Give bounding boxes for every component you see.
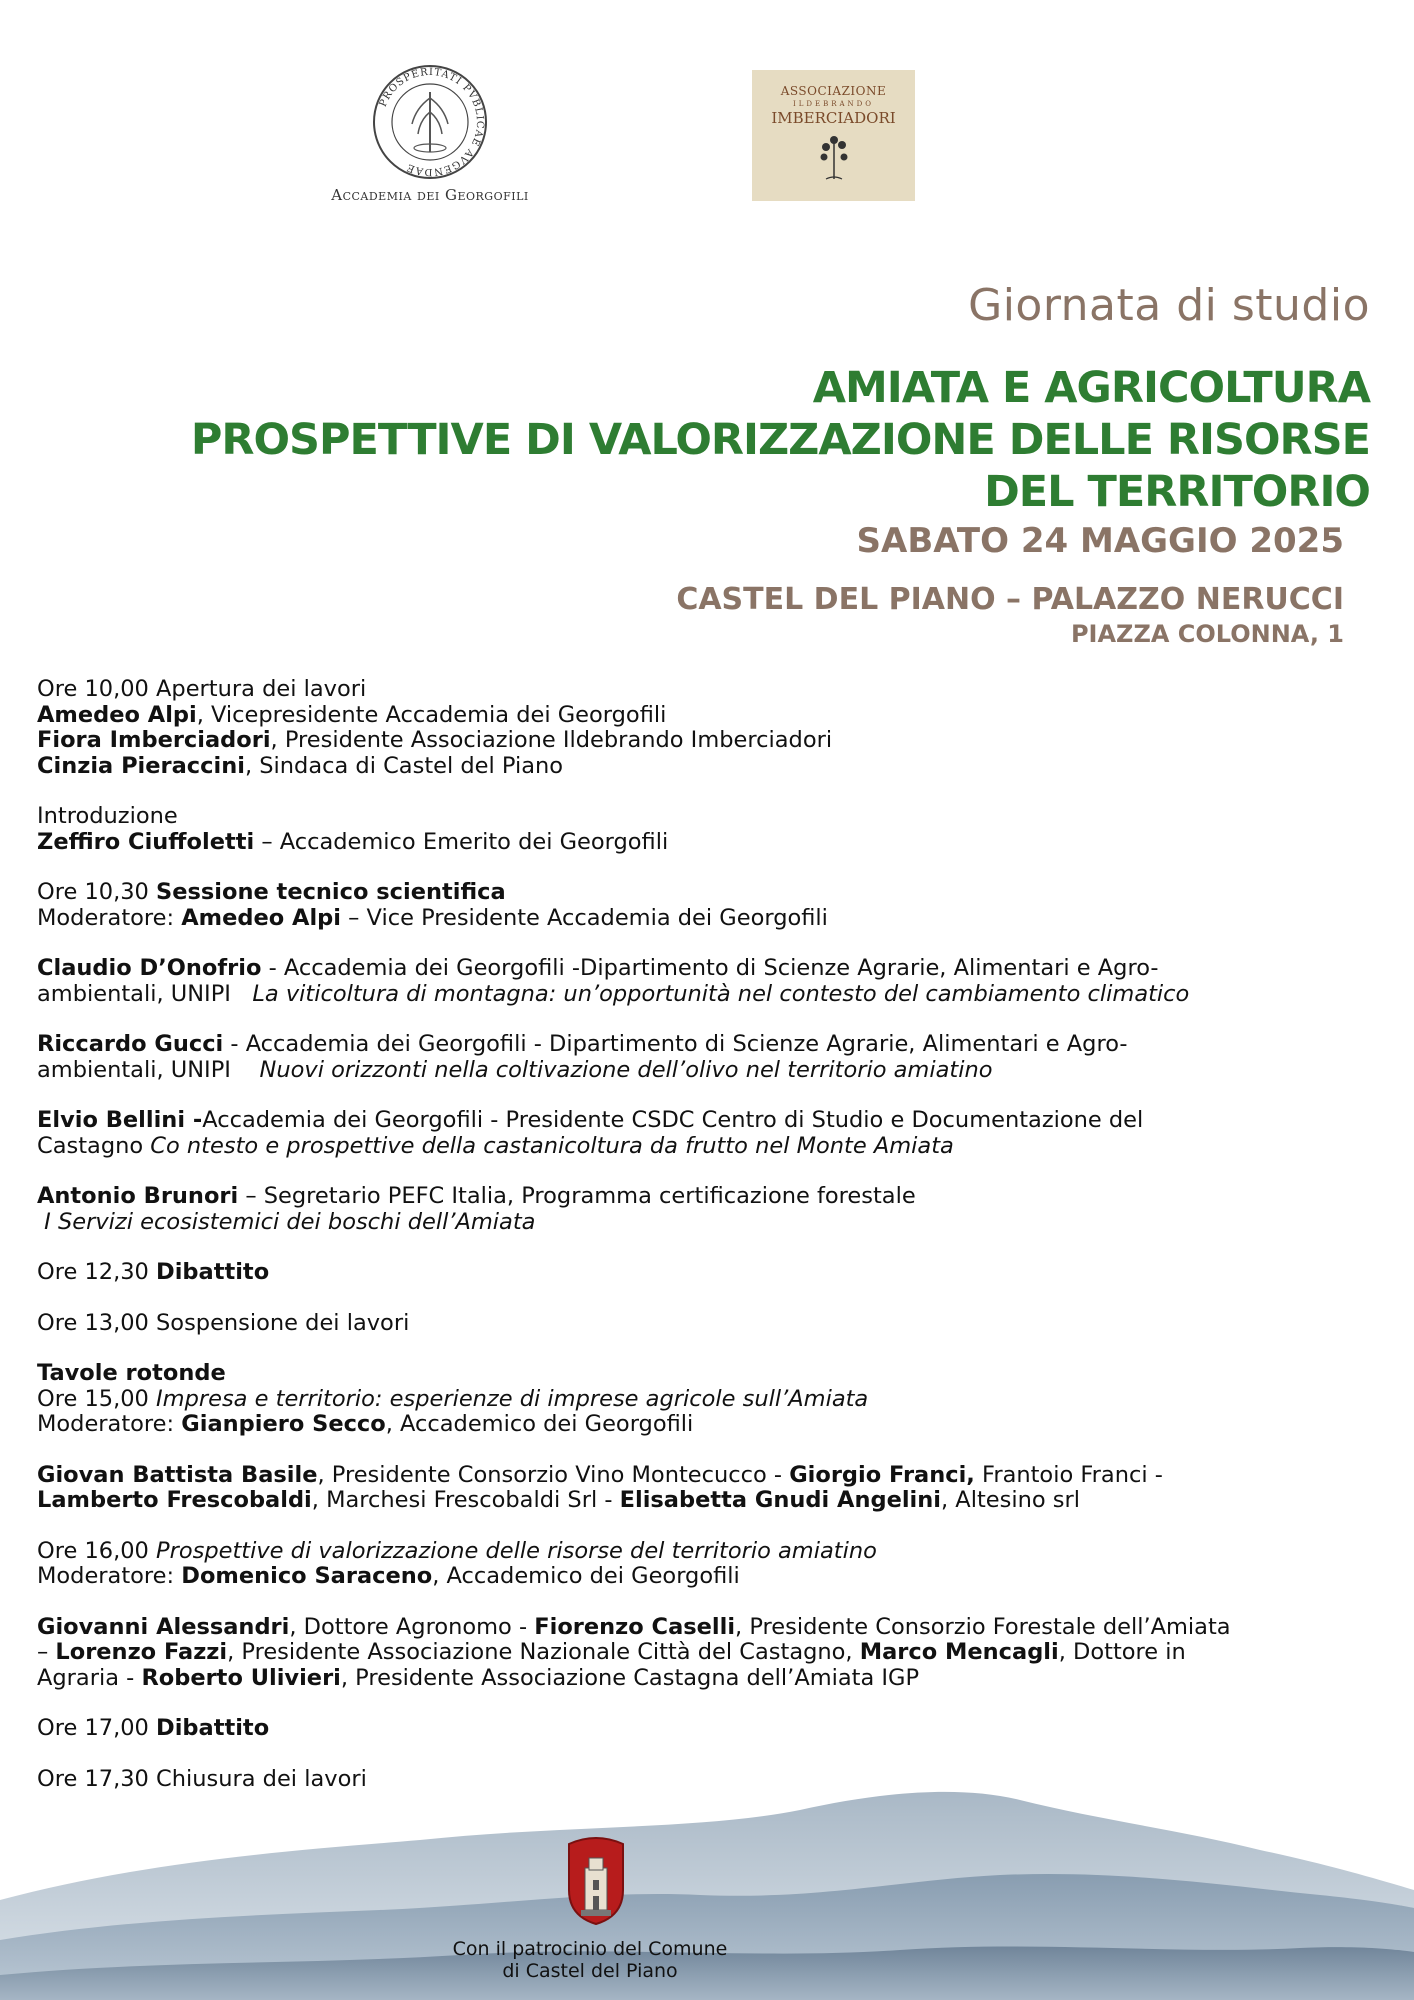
program	[37, 677, 1387, 1817]
speaker-line: Cinzia Pieraccini, Sindaca di Castel del Piano	[37, 752, 564, 779]
speaker-line: Amedeo Alpi, Vicepresidente Accademia dei Georgofili	[37, 701, 667, 728]
event-subtitle: Giornata di studio	[968, 280, 1370, 331]
talk-item: Riccardo Gucci - Accademia dei Georgofili - Dipartimento di Scienze Agrarie, Alimentari e Agro- ambientali, UNIPI Nuovi orizzonti nella coltivazione dell’olivo nel territorio amiatino	[37, 1031, 1128, 1083]
imberciadori-line1: ASSOCIAZIONE	[780, 84, 887, 98]
talk-item: Elvio Bellini -Accademia dei Georgofili - Presidente CSDC Centro di Studio e Documentazione del Castagno Co ntesto e prospettive della castanicoltura da frutto nel Monte Amiata	[37, 1107, 1144, 1159]
patronage-text	[400, 1938, 780, 1982]
intro-label: Introduzione	[37, 803, 178, 829]
title-line: AMIATA E AGRICOLTURA	[812, 363, 1370, 413]
closing: Ore 17,30 Chiusura dei lavori	[37, 1765, 367, 1792]
opening-time: Ore 10,00 Apertura dei lavori	[37, 676, 367, 702]
event-date: SABATO 24 MAGGIO 2025	[856, 521, 1344, 561]
intro-speaker: Zeffiro Ciuffoletti – Accademico Emerito dei Georgofili	[37, 828, 669, 855]
imberciadori-logo	[752, 70, 915, 201]
session1-heading: Ore 10,30 Sessione tecnico scientifica	[37, 879, 506, 905]
tree-icon	[814, 133, 854, 183]
round-tables-label: Tavole rotonde	[37, 1360, 226, 1386]
opening-block	[37, 677, 1387, 779]
talk-item: Antonio Brunori – Segretario PEFC Italia, Programma certificazione forestale I Servizi ecosistemici dei boschi dell’Amiata	[37, 1183, 916, 1235]
event-venue: CASTEL DEL PIANO – PALAZZO NERUCCI	[676, 582, 1344, 617]
event-title	[191, 362, 1370, 518]
speaker-line: Fiora Imberciadori, Presidente Associazione Ildebrando Imberciadori	[37, 727, 833, 753]
patronage-line: Con il patrocinio del Comune	[452, 1938, 728, 1960]
round-table2-panel: Giovanni Alessandri, Dottore Agronomo - Fiorenzo Caselli, Presidente Consorzio Forestale dell’Amiata – Lorenzo Fazzi, Presidente Associazione Nazionale Città del Castagno, Marco Mencagli, Dottore in Agraria - Roberto Ulivieri, Presidente Associazione Castagna dell’Amiata IGP	[37, 1613, 1231, 1691]
round-table1-panel: Giovan Battista Basile, Presidente Consorzio Vino Montecucco - Giorgio Franci, Frantoio Franci - Lamberto Frescobaldi, Marchesi Frescobaldi Srl - Elisabetta Gnudi Angelini, Altesino srl	[37, 1461, 1163, 1513]
castel-del-piano-emblem-icon	[563, 1830, 629, 1926]
georgofili-logo	[300, 62, 560, 204]
session1-moderator: Moderatore: Amedeo Alpi – Vice Presidente Accademia dei Georgofili	[37, 904, 828, 931]
title-line: DEL TERRITORIO	[984, 467, 1370, 517]
debate2: Ore 17,00 Dibattito	[37, 1715, 270, 1741]
imberciadori-line3: IMBERCIADORI	[771, 109, 896, 127]
intro-block	[37, 804, 1387, 855]
title-line: PROSPETTIVE DI VALORIZZAZIONE DELLE RISORSE	[190, 415, 1370, 465]
suspension: Ore 13,00 Sospensione dei lavori	[37, 1309, 410, 1336]
session1-block	[37, 880, 1387, 931]
georgofili-seal-icon	[370, 62, 490, 182]
event-address: PIAZZA COLONNA, 1	[1070, 620, 1344, 648]
round-table1-block: Tavole rotonde Ore 15,00 Impresa e territorio: esperienze di imprese agricole sull’Amiata Moderatore: Gianpiero Secco, Accademico dei Georgofili	[37, 1361, 1387, 1438]
svg-text:PROSPERITATI PVBLICAE AVGENDAE: PROSPERITATI PVBLICAE AVGENDAE	[377, 66, 486, 178]
debate1: Ore 12,30 Dibattito	[37, 1259, 270, 1285]
imberciadori-line2: ILDEBRANDO	[792, 100, 875, 108]
patronage-line: di Castel del Piano	[502, 1960, 678, 1982]
talk-item: Claudio D’Onofrio - Accademia dei Georgofili -Dipartimento di Scienze Agrarie, Alimentari e Agro- ambientali, UNIPI La viticoltura di montagna: un’opportunità nel contesto del cambiamento climatico	[37, 955, 1190, 1007]
round-table2-block: Ore 16,00 Prospettive di valorizzazione delle risorse del territorio amiatino Moderatore: Domenico Saraceno, Accademico dei Georgofili	[37, 1537, 877, 1589]
georgofili-caption: Accademia dei Georgofili	[331, 186, 529, 204]
